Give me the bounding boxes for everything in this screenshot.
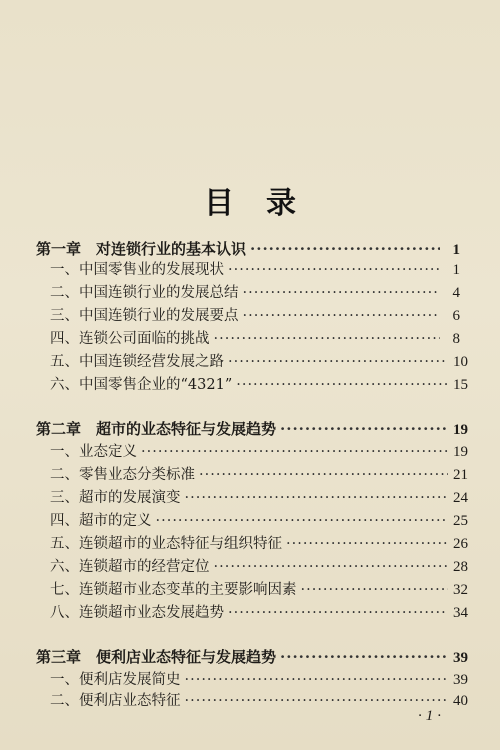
leader-dots bbox=[228, 602, 448, 624]
toc-entry-label: 一、中国零售业的发展现状 bbox=[50, 262, 224, 278]
leader-dots bbox=[185, 487, 449, 509]
toc-entry-page: 34 bbox=[453, 605, 468, 621]
toc-entry-label: 七、连锁超市业态变革的主要影响因素 bbox=[50, 582, 297, 598]
toc-entry-page: 19 bbox=[453, 444, 468, 460]
leader-dots bbox=[286, 533, 448, 555]
page-number: ·1· bbox=[418, 708, 445, 724]
toc-entry bbox=[50, 441, 468, 463]
toc-entry-page: 25 bbox=[453, 513, 468, 529]
toc-entry-label: 一、业态定义 bbox=[50, 444, 137, 460]
leader-dots bbox=[228, 351, 448, 373]
toc-entry-label: 二、便利店业态特征 bbox=[50, 693, 181, 709]
leader-dots bbox=[141, 441, 448, 463]
leader-dots bbox=[236, 374, 448, 396]
leader-dots bbox=[280, 418, 448, 440]
toc-entry-page: 15 bbox=[453, 377, 468, 393]
toc-entry-label: 二、零售业态分类标准 bbox=[50, 467, 195, 483]
toc-entry bbox=[36, 646, 468, 668]
leader-dots bbox=[214, 556, 449, 578]
toc-entry-page: 26 bbox=[453, 536, 468, 552]
toc-entry-label: 第二章 超市的业态特征与发展趋势 bbox=[36, 420, 277, 438]
page-title: 目录 bbox=[204, 186, 328, 221]
leader-dots bbox=[185, 690, 449, 712]
toc-entry bbox=[36, 238, 460, 260]
leader-dots bbox=[243, 282, 441, 304]
toc-entry-label: 六、中国零售企业的“4321” bbox=[50, 377, 233, 393]
toc-entry bbox=[50, 487, 468, 509]
leader-dots bbox=[250, 238, 440, 260]
toc-entry-page: 40 bbox=[453, 693, 468, 709]
toc-entry-page: 4 bbox=[452, 285, 460, 301]
toc-entry bbox=[50, 533, 468, 555]
toc-entry-label: 第一章 对连锁行业的基本认识 bbox=[36, 240, 247, 258]
leader-dots bbox=[228, 259, 440, 281]
toc-entry-page: 10 bbox=[453, 354, 468, 370]
toc-entry bbox=[50, 690, 468, 712]
toc-entry bbox=[50, 464, 468, 486]
leader-dots bbox=[214, 328, 441, 350]
toc-entry-page: 32 bbox=[453, 582, 468, 598]
toc-entry bbox=[50, 510, 468, 532]
toc-entry-page: 6 bbox=[452, 308, 460, 324]
toc-entry bbox=[50, 351, 468, 373]
toc-entry bbox=[50, 259, 460, 281]
toc-entry bbox=[50, 669, 468, 691]
toc-entry-label: 三、超市的发展演变 bbox=[50, 490, 181, 506]
toc-entry bbox=[50, 579, 468, 601]
toc-entry-page: 1 bbox=[452, 242, 460, 258]
leader-dots bbox=[185, 669, 449, 691]
toc-entry-page: 24 bbox=[453, 490, 468, 506]
toc-entry bbox=[50, 328, 460, 350]
toc-entry-label: 五、中国连锁经营发展之路 bbox=[50, 354, 224, 370]
toc-entry-label: 四、超市的定义 bbox=[50, 513, 152, 529]
toc-entry bbox=[50, 282, 460, 304]
toc-entry-page: 39 bbox=[453, 650, 468, 666]
leader-dots bbox=[280, 646, 448, 668]
toc-entry-label: 一、便利店发展简史 bbox=[50, 672, 181, 688]
toc-entry-label: 二、中国连锁行业的发展总结 bbox=[50, 285, 239, 301]
leader-dots bbox=[301, 579, 449, 601]
leader-dots bbox=[243, 305, 441, 327]
toc-entry bbox=[50, 305, 460, 327]
toc-entry-page: 1 bbox=[452, 262, 460, 278]
toc-entry bbox=[50, 556, 468, 578]
toc-entry bbox=[50, 374, 468, 396]
toc-entry-label: 五、连锁超市的业态特征与组织特征 bbox=[50, 536, 282, 552]
toc-entry bbox=[50, 602, 468, 624]
toc-entry-page: 19 bbox=[453, 422, 468, 438]
toc-entry bbox=[36, 418, 468, 440]
toc-entry-page: 28 bbox=[453, 559, 468, 575]
toc-entry-label: 第三章 便利店业态特征与发展趋势 bbox=[36, 648, 277, 666]
toc-entry-page: 8 bbox=[452, 331, 460, 347]
toc-entry-label: 四、连锁公司面临的挑战 bbox=[50, 331, 210, 347]
toc-entry-label: 三、中国连锁行业的发展要点 bbox=[50, 308, 239, 324]
leader-dots bbox=[199, 464, 448, 486]
toc-entry-label: 八、连锁超市业态发展趋势 bbox=[50, 605, 224, 621]
toc-entry-page: 21 bbox=[453, 467, 468, 483]
toc-entry-label: 六、连锁超市的经营定位 bbox=[50, 559, 210, 575]
leader-dots bbox=[156, 510, 449, 532]
toc-entry-page: 39 bbox=[453, 672, 468, 688]
